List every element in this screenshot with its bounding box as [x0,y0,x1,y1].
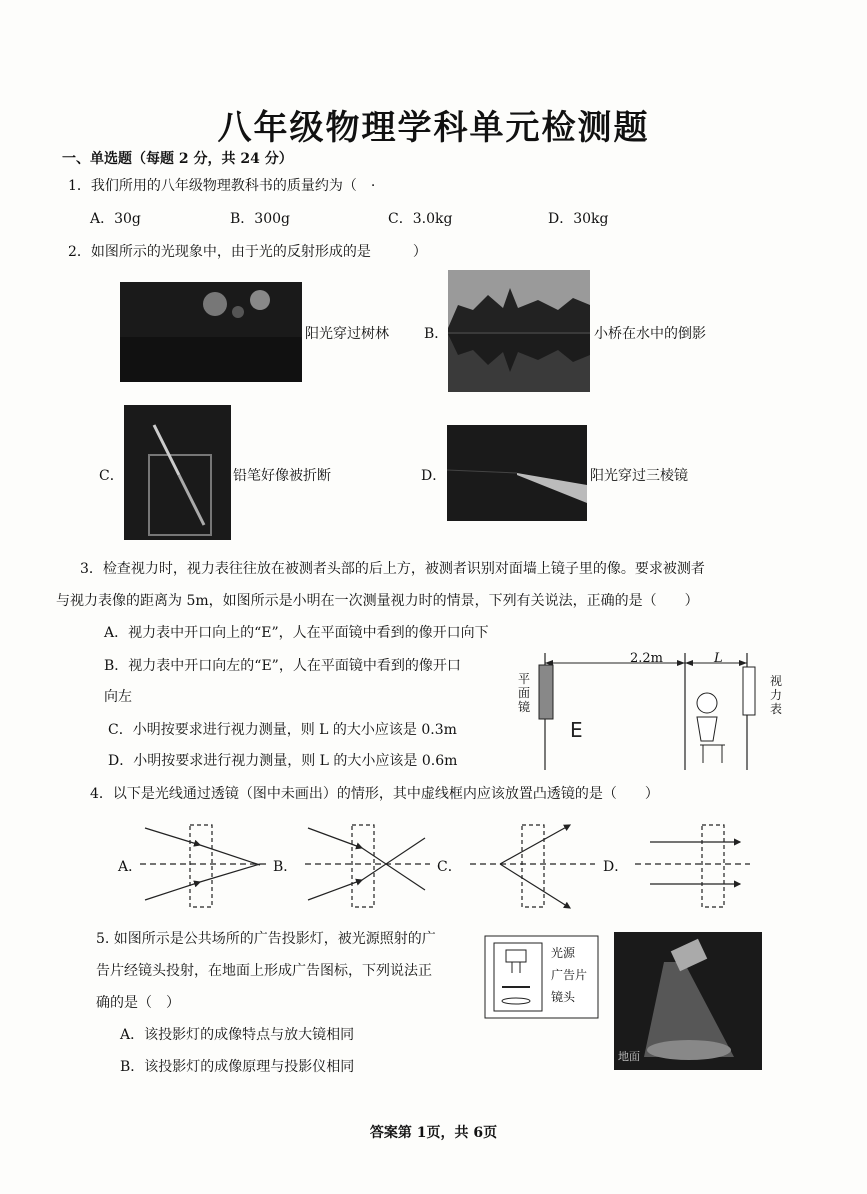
q3-option-b: B．视力表中开口向左的“E”，人在平面镜中看到的像开口 [104,658,461,674]
q3-option-b-cont: 向左 [104,689,132,705]
mirror-label-3: 镜 [518,700,531,714]
q3-distance-label: 2.2m [630,651,664,666]
bridge-reflection-photo [448,270,590,392]
chart-label-2: 力 [770,688,783,702]
q5-stem-line1: 5. 如图所示是公共场所的广告投影灯，被光源照射的广 [96,931,436,947]
q3-option-c: C．小明按要求进行视力测量，则 L 的大小应该是 0.3m [108,722,457,738]
q1-option-a: A．30g [90,211,141,227]
q5-label-light: 光源 [551,946,576,960]
q1-option-d: D．30kg [548,211,609,227]
q3-option-d: D．小明按要求进行视力测量，则 L 的大小应该是 0.6m [108,753,458,769]
q5-stem-line3: 确的是（ ） [96,995,180,1011]
q3-L-label: L [714,651,723,666]
page-title: 八年级物理学科单元检测题 [217,108,650,148]
section-heading: 一、单选题（每题 2 分，共 24 分） [62,151,293,167]
q5-stem-line2: 告片经镜头投射，在地面上形成广告图标，下列说法正 [96,963,432,979]
q2-c-caption: 铅笔好像被折断 [233,468,331,484]
q1-option-b: B．300g [230,211,290,227]
q5-label-film: 广告片 [551,968,588,982]
chart-label-3: 表 [770,702,783,716]
q3-stem-line1: 3．检查视力时，视力表往往放在被测者头部的后上方，被测者识别对面墙上镜子里的像。要求被测者 [80,561,705,577]
q2-d-caption: 阳光穿过三棱镜 [590,468,688,484]
q2-stem: 2．如图所示的光现象中，由于光的反射形成的是 ） [68,244,427,260]
q4-stem: 4．以下是光线通过透镜（图中未画出）的情形，其中虚线框内应该放置凸透镜的是（ ） [90,786,659,802]
page-footer: 答案第 1页，共 6页 [369,1125,498,1141]
q4-label-a: A． [118,859,143,875]
q4-label-b: B． [273,859,298,875]
q3-option-a: A．视力表中开口向上的“E”，人在平面镜中看到的像开口向下 [104,625,489,641]
q1-stem: 1．我们所用的八年级物理教科书的质量约为（ · [68,178,376,194]
q5-option-b: B．该投影灯的成像原理与投影仪相同 [120,1059,355,1075]
q4-label-d: D． [603,859,629,875]
svg-text:E: E [570,718,583,742]
q2-b-caption: 小桥在水中的倒影 [594,326,706,342]
mirror-label-1: 平 [518,672,531,686]
q2-a-caption: 阳光穿过树林 [305,326,389,342]
ground-text: 地面 [618,1050,640,1063]
forest-sunlight-photo [120,282,302,382]
projector-lamp-photo [614,932,762,1070]
pencil-in-water-photo [124,405,231,540]
q5-option-a: A．该投影灯的成像特点与放大镜相同 [120,1027,355,1043]
q4-label-c: C． [437,859,462,875]
q1-option-c: C．3.0kg [388,211,453,227]
prism-light-photo [447,425,587,521]
q3-stem-line2: 与视力表像的距离为 5m，如图所示是小明在一次测量视力时的情景，下列有关说法，正确的是（ ） [56,593,699,609]
q5-label-lens: 镜头 [551,990,576,1004]
mirror-label-2: 面 [518,686,531,700]
chart-label-1: 视 [770,674,783,688]
q2-c-label: C． [99,468,124,484]
q2-d-label: D． [421,468,447,484]
q2-b-label: B． [424,326,449,342]
